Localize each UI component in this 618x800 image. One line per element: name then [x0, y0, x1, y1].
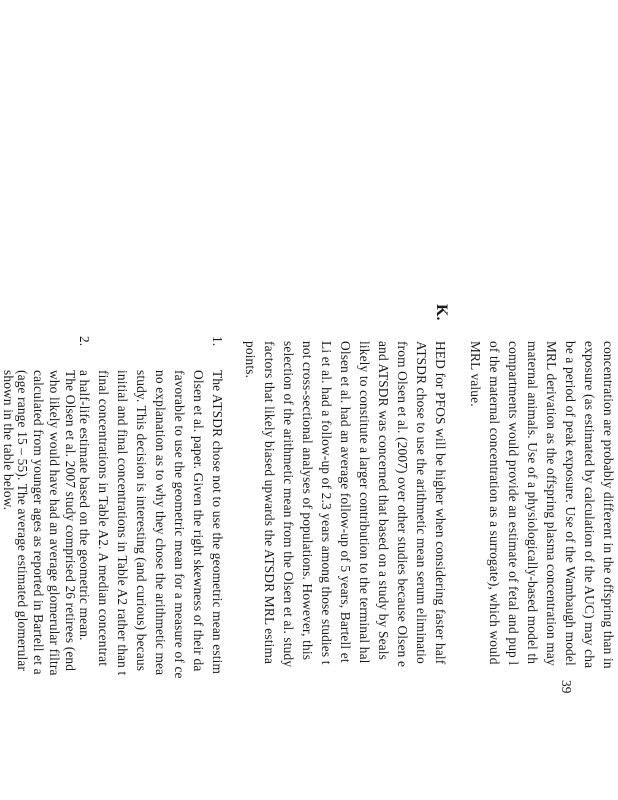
item-2-marker: 2.	[77, 336, 92, 347]
intro-line: MRL value.	[468, 341, 483, 407]
item-2-line: who likely would have had an average glomerular filtra	[47, 370, 62, 676]
intro-line: MRL derivation as the offspring plasma concentration may	[544, 341, 559, 666]
section-k-marker: K.	[433, 304, 450, 321]
section-k-line: Olsen et al. had an average follow-up of 5 years, Bartell et	[338, 341, 353, 663]
section-k-line: likely to constitute a larger contribution to the terminal hal	[357, 341, 372, 664]
section-k-line: not cross-sectional analyses of populations. However, this	[300, 341, 315, 661]
item-2-line: calculated from younger ages as reported in Bartell et a	[31, 370, 46, 675]
item-2-line: The Olsen et al. 2007 study comprised 26 retirees (end	[63, 370, 78, 672]
section-k-line: selection of the arithmetic mean from the Olsen et al. study	[281, 341, 296, 668]
section-k-line: ATSDR chose to use the arithmetic mean serum eliminatio	[414, 341, 429, 664]
item-1-line: Olsen et al. paper. Given the right skewness of their da	[191, 370, 206, 672]
section-k-line: factors that likely biased upwards the ATSDR MRL estima	[262, 341, 277, 665]
section-k-line: points.	[243, 341, 258, 379]
item-1-line: favorable to use the geometric mean for a measure of ce	[172, 370, 187, 679]
section-k-line: Li et al. had a follow-up of 2.3 years among those studies t	[319, 341, 334, 665]
item-1-line: a half-life estimate based on the geometric mean.	[77, 370, 92, 641]
page-number: 39	[559, 680, 574, 694]
item-1-marker: 1.	[210, 336, 225, 347]
intro-line: of the maternal concentration as a surrogate), which would	[487, 341, 502, 665]
item-1-line: study. This decision is interesting (and curious) becaus	[134, 370, 149, 672]
item-2-line: shown in the table below.	[1, 370, 16, 511]
item-1-line: The ATSDR chose not to use the geometric mean estim	[210, 370, 225, 675]
item-1-line: final concentrations in Table A2. A median concentrat	[96, 370, 111, 667]
section-k-line: and ATSDR was concerned that based on a study by Seals	[376, 341, 391, 660]
item-1-line: initial and final concentrations in Table A2 rather than t	[115, 370, 130, 676]
item-1-line: no explanation as to why they chose the arithmetic mea	[153, 370, 168, 676]
section-k-line: HED for PFOS will be higher when considering faster half	[433, 341, 448, 665]
intro-line: concentration are probably different in the offspring than in	[601, 341, 616, 669]
section-k-line: from Olsen et al. (2007) over other studies because Olsen e	[395, 341, 410, 668]
intro-line: compartments would provide an estimate of fetal and pup l	[506, 341, 521, 666]
intro-line: maternal animals. Use of a physiologically-based model th	[525, 341, 540, 665]
intro-line: exposure (as estimated by calculation of the AUC) may cha	[582, 341, 597, 669]
intro-line: be a period of peak exposure. Use of the Wambaugh model	[563, 341, 578, 666]
item-2-line: (age range 15 – 55). The average estimated glomerular	[15, 370, 30, 672]
